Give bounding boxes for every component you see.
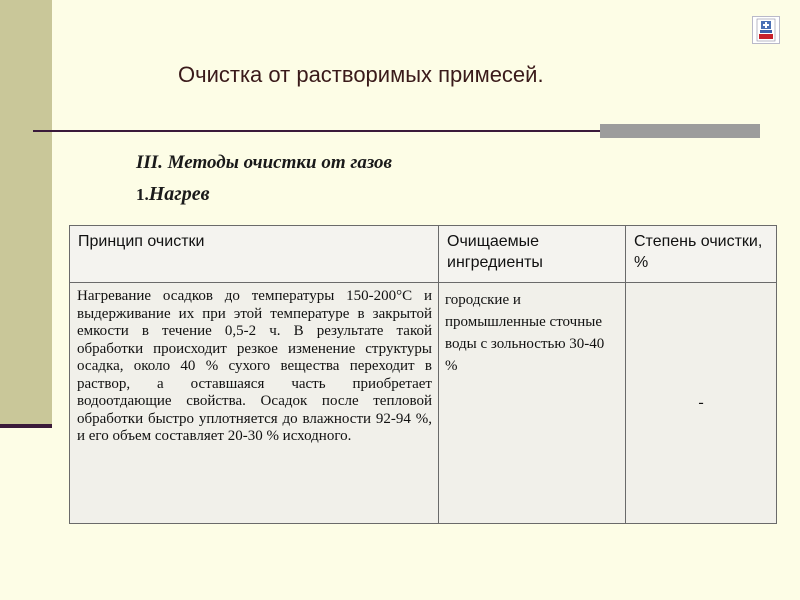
divider-accent-block [600,124,760,138]
header-degree: Степень очистки, % [626,226,777,283]
left-decorative-bar [0,0,52,424]
slide-title: Очистка от растворимых примесей. [178,62,544,87]
sub-heading [136,183,210,206]
cell-principle: Нагревание осадков до температуры 150-200°С и выдерживание их при этой температуре в закрытой емкости в течение 0,5-2 ч. В результате такой обработки происходит резкое изменение структуры осадка, около 40 % сухого вещества переходит в раствор, а оставшаяся часть приобретает водоотдающие свойства. Осадок после тепловой обработки быстро уплотняется до влажности 92-94 %, и его объем составляет 20-30 % исходного. [70,283,439,524]
cell-degree: - [626,283,777,524]
header-ingredients: Очищаемые ингредиенты [439,226,626,283]
table-header-row [70,226,777,283]
left-bar-underline [0,424,52,428]
university-crest-icon [752,16,780,44]
sub-heading-number: 1. [136,185,149,204]
methods-table [69,225,777,524]
cell-ingredients: городские и промышленные сточные воды с зольностью 30-40 % [439,283,626,524]
sub-heading-text: Нагрев [148,183,210,205]
table-row [70,283,777,524]
section-heading: III. Методы очистки от газов [136,152,393,173]
header-principle: Принцип очистки [70,226,439,283]
